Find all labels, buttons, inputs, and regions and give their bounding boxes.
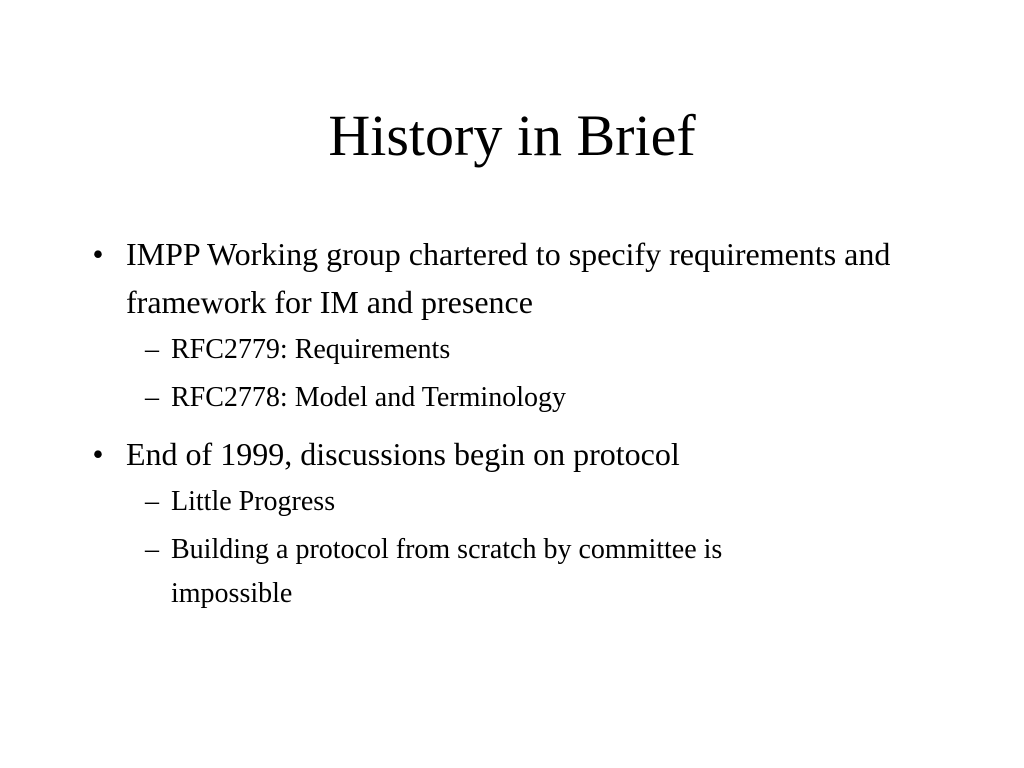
sub-bullet-marker: – xyxy=(145,534,159,565)
slide-title: History in Brief xyxy=(328,103,696,168)
bullet-marker: • xyxy=(92,236,104,272)
sub-bullet-marker: – xyxy=(145,486,159,517)
sub-bullet-marker: – xyxy=(145,334,159,365)
bullet-item xyxy=(0,230,1024,420)
sub-bullet-item xyxy=(126,328,934,372)
sub-bullet-marker: – xyxy=(145,382,159,413)
bullet-item xyxy=(0,430,1024,616)
bullet-text: IMPP Working group chartered to specify requirements and framework for IM and presence xyxy=(126,236,891,320)
bullet-text: End of 1999, discussions begin on protocol xyxy=(126,436,680,472)
sub-bullet-text: RFC2778: Model and Terminology xyxy=(171,382,566,413)
sub-bullet-item xyxy=(126,528,934,616)
sub-bullet-text: Building a protocol from scratch by committee is impossible xyxy=(171,534,723,609)
bullet-marker: • xyxy=(92,436,104,472)
sub-bullet-item xyxy=(126,376,934,420)
bullet-list xyxy=(0,230,1024,626)
sub-bullet-text: Little Progress xyxy=(171,486,336,517)
sub-bullet-item xyxy=(126,480,934,524)
sub-bullet-list xyxy=(126,480,934,616)
sub-bullet-list xyxy=(126,328,934,420)
sub-bullet-text: RFC2779: Requirements xyxy=(171,334,451,365)
